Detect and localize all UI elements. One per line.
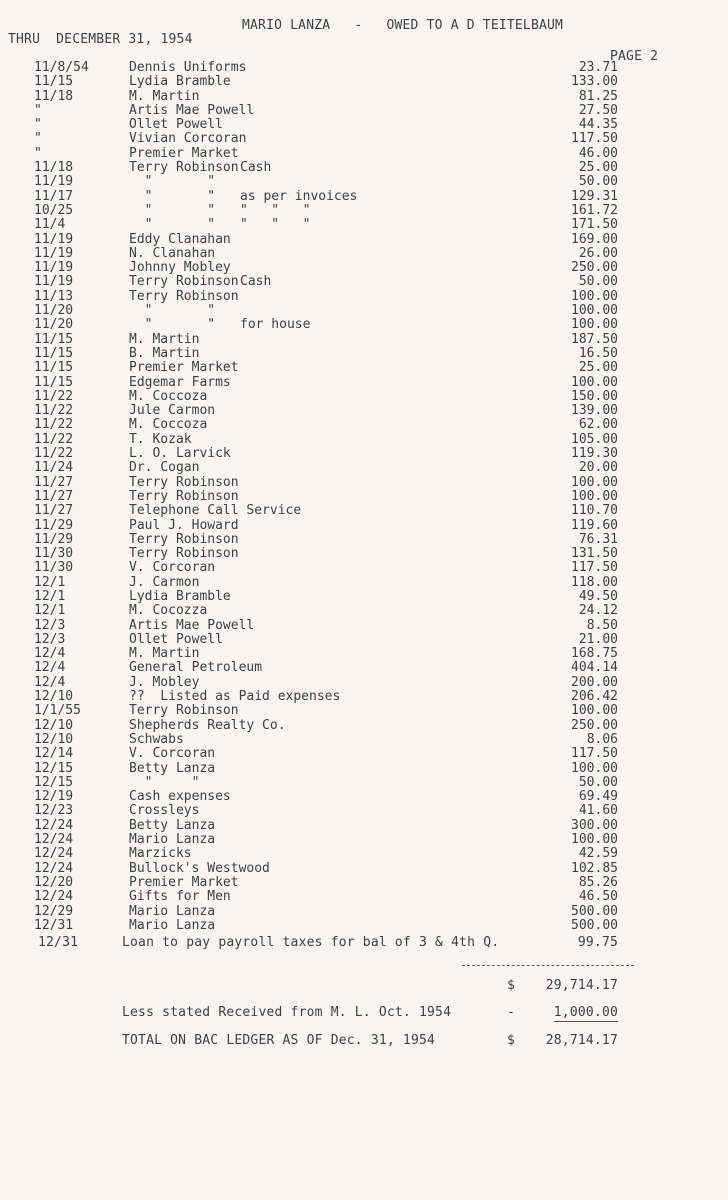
entry-date: 11/19: [34, 274, 74, 290]
entry-amount: 85.26: [578, 874, 618, 890]
entry-payee: Betty Lanza: [129, 760, 216, 776]
entry-amount: 500.00: [571, 903, 618, 919]
entry-amount: 250.00: [571, 717, 618, 733]
entry-amount: 300.00: [571, 817, 618, 833]
entry-date: 12/4: [34, 660, 66, 676]
ledger-row: [0, 747, 728, 761]
entry-amount: 100.00: [571, 374, 618, 390]
entry-amount: 69.49: [578, 789, 618, 805]
entry-payee: Terry Robinson: [129, 288, 239, 304]
entry-date: 11/22: [34, 403, 74, 419]
ledger-row: [0, 704, 728, 718]
ledger-row: [0, 61, 728, 75]
ledger-row: [0, 261, 728, 275]
entry-amount: 100.00: [571, 760, 618, 776]
entry-payee: Telephone Call Service: [129, 503, 302, 519]
entry-amount: 105.00: [571, 431, 618, 447]
entry-payee: Dennis Uniforms: [129, 60, 247, 75]
entry-payee: Terry Robinson: [129, 274, 239, 290]
ledger-row: [0, 890, 728, 904]
entry-amount: 131.50: [571, 546, 618, 562]
ledger-row: [0, 290, 728, 304]
entry-date: 11/19: [34, 260, 74, 276]
entry-payee: M. Martin: [129, 646, 200, 662]
entry-payee: Betty Lanza: [129, 817, 216, 833]
ledger-row: [0, 561, 728, 575]
entry-payee: Edgemar Farms: [129, 374, 231, 390]
entry-date: 12/1: [34, 603, 66, 619]
entry-date: 1/1/55: [34, 703, 81, 719]
entry-date: 12/4: [34, 646, 66, 662]
entry-payee: Johnny Mobley: [129, 260, 231, 276]
entry-date: 11/4: [34, 217, 66, 233]
entry-date: 11/19: [34, 174, 74, 190]
entry-amount: 23.71: [578, 60, 618, 75]
ledger-row: [0, 90, 728, 104]
ledger-row: [0, 247, 728, 261]
entry-payee: Bullock's Westwood: [129, 860, 270, 876]
total-symbol: $: [507, 1033, 516, 1048]
ledger-row: [0, 447, 728, 461]
entry-amount: 117.50: [571, 131, 618, 147]
entry-amount: 404.14: [571, 660, 618, 676]
entry-payee: Premier Market: [129, 360, 239, 376]
entry-payee: Mario Lanza: [129, 917, 216, 933]
entry-date: 12/29: [34, 903, 74, 919]
ledger-row: [0, 132, 728, 146]
subtotal-symbol: $: [507, 978, 516, 993]
entry-date: ": [34, 131, 42, 147]
entry-amount: 110.70: [571, 503, 618, 519]
ledger-row: [0, 490, 728, 504]
entry-date: 12/10: [34, 731, 74, 747]
entry-payee: Crossleys: [129, 803, 200, 819]
ledger-row: [0, 461, 728, 475]
ledger-row: [0, 204, 728, 218]
entry-amount: 49.50: [578, 588, 618, 604]
entry-payee: Schwabs: [129, 731, 184, 747]
entry-date: 11/19: [34, 231, 74, 247]
entry-amount: 100.00: [571, 303, 618, 319]
entry-amount: 119.30: [571, 446, 618, 462]
document-title: MARIO LANZA - OWED TO A D TEITELBAUM: [242, 18, 564, 33]
payroll-amount: 99.75: [577, 935, 618, 950]
entry-date: 12/24: [34, 889, 74, 905]
entry-amount: 16.50: [578, 345, 618, 361]
entry-date: 11/20: [34, 303, 74, 319]
ledger-row: [0, 433, 728, 447]
entry-date: 12/15: [34, 774, 74, 790]
ledger-row: [0, 233, 728, 247]
entry-date: 12/10: [34, 689, 74, 705]
entry-amount: 129.31: [571, 188, 618, 204]
entry-amount: 25.00: [578, 160, 618, 176]
total-amount: 28,714.17: [545, 1033, 618, 1048]
entry-payee: Artis Mae Powell: [129, 102, 255, 118]
ledger-row: [0, 676, 728, 690]
entry-payee: Premier Market: [129, 145, 239, 161]
entry-date: 12/20: [34, 874, 74, 890]
period-label: THRU DECEMBER 31, 1954: [8, 32, 193, 47]
entry-payee: J. Mobley: [129, 674, 200, 690]
entry-amount: 62.00: [578, 417, 618, 433]
entry-payee: Terry Robinson: [129, 488, 239, 504]
less-symbol: -: [507, 1005, 516, 1020]
entry-date: 11/17: [34, 188, 74, 204]
entry-date: 11/22: [34, 446, 74, 462]
entry-amount: 119.60: [571, 517, 618, 533]
entry-amount: 102.85: [571, 860, 618, 876]
entry-payee: " ": [129, 188, 216, 204]
entry-payee: Ollet Powell: [129, 117, 223, 133]
entry-payee: Jule Carmon: [129, 403, 216, 419]
ledger-row: [0, 304, 728, 318]
entry-payee: Gifts for Men: [129, 889, 231, 905]
entry-date: 11/13: [34, 288, 74, 304]
ledger-row: [0, 118, 728, 132]
entry-date: 12/1: [34, 588, 66, 604]
entry-date: 12/10: [34, 717, 74, 733]
ledger-row: [0, 190, 728, 204]
ledger-row: [0, 418, 728, 432]
entry-amount: 100.00: [571, 288, 618, 304]
ledger-row: [0, 733, 728, 747]
payroll-description: Loan to pay payroll taxes for bal of 3 & 4th Q.: [122, 935, 500, 950]
ledger-row: [0, 75, 728, 89]
entry-date: 11/30: [34, 546, 74, 562]
entry-payee: L. O. Larvick: [129, 446, 231, 462]
entry-date: 11/22: [34, 431, 74, 447]
ledger-row: [0, 790, 728, 804]
entry-date: 11/15: [34, 331, 74, 347]
entry-date: 11/27: [34, 488, 74, 504]
entry-amount: 168.75: [571, 646, 618, 662]
entry-date: 11/15: [34, 74, 74, 90]
entry-date: 11/20: [34, 317, 74, 333]
entry-date: 11/15: [34, 374, 74, 390]
entry-amount: 44.35: [578, 117, 618, 133]
subtotal-rule: [462, 965, 634, 966]
ledger-row: [0, 633, 728, 647]
entry-amount: 41.60: [578, 803, 618, 819]
total-label: TOTAL ON BAC LEDGER AS OF Dec. 31, 1954: [122, 1033, 436, 1048]
entry-note: " " ": [240, 202, 311, 218]
ledger-row: [0, 762, 728, 776]
entry-date: 12/3: [34, 617, 66, 633]
entry-date: 12/14: [34, 746, 74, 762]
entry-payee: " ": [129, 774, 200, 790]
ledger-row: [0, 905, 728, 919]
entry-payee: Vivian Corcoran: [129, 131, 247, 147]
entry-date: 12/4: [34, 674, 66, 690]
entry-payee: " ": [129, 303, 216, 319]
ledger-entries: [0, 61, 728, 933]
entry-date: 11/19: [34, 245, 74, 261]
ledger-row: [0, 333, 728, 347]
entry-note: Cash: [240, 274, 272, 290]
entry-payee: Terry Robinson: [129, 474, 239, 490]
entry-payee: " ": [129, 317, 216, 333]
ledger-row: [0, 104, 728, 118]
ledger-row: [0, 504, 728, 518]
entry-payee: V. Corcoran: [129, 560, 216, 576]
entry-payee: Cash expenses: [129, 789, 231, 805]
entry-date: 11/18: [34, 88, 74, 104]
entry-payee: Lydia Bramble: [129, 588, 231, 604]
entry-amount: 100.00: [571, 488, 618, 504]
ledger-row: [0, 619, 728, 633]
entry-date: 12/15: [34, 760, 74, 776]
entry-payee: M. Martin: [129, 331, 200, 347]
entry-payee: Terry Robinson: [129, 703, 239, 719]
ledger-row: [0, 347, 728, 361]
ledger-row: [0, 833, 728, 847]
ledger-row: [0, 876, 728, 890]
entry-payee: V. Corcoran: [129, 746, 216, 762]
entry-note: " " ": [240, 217, 311, 233]
entry-amount: 81.25: [578, 88, 618, 104]
entry-amount: 169.00: [571, 231, 618, 247]
entry-date: 12/23: [34, 803, 74, 819]
ledger-row: [0, 318, 728, 332]
entry-amount: 26.00: [578, 245, 618, 261]
entry-note: for house: [240, 317, 311, 333]
ledger-row: [0, 476, 728, 490]
less-amount: 1,000.00: [553, 1005, 618, 1020]
entry-date: 10/25: [34, 202, 74, 218]
ledger-row: [0, 661, 728, 675]
ledger-row: [0, 647, 728, 661]
entry-payee: Eddy Clanahan: [129, 231, 231, 247]
ledger-row: [0, 519, 728, 533]
entry-payee: Lydia Bramble: [129, 74, 231, 90]
entry-amount: 27.50: [578, 102, 618, 118]
entry-date: 11/15: [34, 360, 74, 376]
entry-payee: Artis Mae Powell: [129, 617, 255, 633]
entry-payee: Marzicks: [129, 846, 192, 862]
entry-amount: 24.12: [578, 603, 618, 619]
entry-amount: 76.31: [578, 531, 618, 547]
entry-payee: Ollet Powell: [129, 631, 223, 647]
entry-amount: 200.00: [571, 674, 618, 690]
entry-amount: 100.00: [571, 474, 618, 490]
entry-date: ": [34, 102, 42, 118]
entry-amount: 171.50: [571, 217, 618, 233]
entry-amount: 8.50: [586, 617, 618, 633]
subtotal-amount: 29,714.17: [545, 978, 618, 993]
entry-date: 11/30: [34, 560, 74, 576]
ledger-row: [0, 533, 728, 547]
ledger-row: [0, 590, 728, 604]
entry-payee: Shepherds Realty Co.: [129, 717, 286, 733]
ledger-row: [0, 218, 728, 232]
entry-payee: J. Carmon: [129, 574, 200, 590]
entry-amount: 117.50: [571, 560, 618, 576]
entry-amount: 46.50: [578, 889, 618, 905]
entry-amount: 133.00: [571, 74, 618, 90]
entry-amount: 20.00: [578, 460, 618, 476]
entry-date: 11/22: [34, 388, 74, 404]
entry-date: ": [34, 117, 42, 133]
entry-date: 12/3: [34, 631, 66, 647]
entry-date: 11/18: [34, 160, 74, 176]
ledger-row: [0, 404, 728, 418]
entry-date: 12/24: [34, 817, 74, 833]
payroll-date: 12/31: [38, 935, 79, 950]
entry-amount: 500.00: [571, 917, 618, 933]
entry-amount: 206.42: [571, 689, 618, 705]
ledger-row: [0, 147, 728, 161]
entry-date: 11/29: [34, 517, 74, 533]
entry-amount: 187.50: [571, 331, 618, 347]
entry-amount: 50.00: [578, 774, 618, 790]
entry-payee: Terry Robinson: [129, 160, 239, 176]
entry-amount: 250.00: [571, 260, 618, 276]
entry-payee: M. Martin: [129, 88, 200, 104]
entry-note: as per invoices: [240, 188, 358, 204]
entry-date: 12/19: [34, 789, 74, 805]
entry-payee: " ": [129, 202, 216, 218]
ledger-row: [0, 847, 728, 861]
less-received-label: Less stated Received from M. L. Oct. 1954: [122, 1005, 452, 1020]
ledger-row: [0, 390, 728, 404]
entry-amount: 50.00: [578, 274, 618, 290]
entry-amount: 25.00: [578, 360, 618, 376]
ledger-row: [0, 361, 728, 375]
entry-payee: General Petroleum: [129, 660, 263, 676]
entry-payee: N. Clanahan: [129, 245, 216, 261]
entry-amount: 46.00: [578, 145, 618, 161]
entry-date: 11/29: [34, 531, 74, 547]
entry-date: 11/15: [34, 345, 74, 361]
entry-payee: Dr. Cogan: [129, 460, 200, 476]
entry-date: 11/24: [34, 460, 74, 476]
entry-amount: 139.00: [571, 403, 618, 419]
entry-date: 12/24: [34, 832, 74, 848]
entry-payee: ?? Listed as Paid expenses: [129, 689, 341, 705]
ledger-row: [0, 376, 728, 390]
ledger-row: [0, 547, 728, 561]
entry-payee: " ": [129, 217, 216, 233]
entry-date: 11/22: [34, 417, 74, 433]
entry-amount: 8.06: [586, 731, 618, 747]
entry-date: ": [34, 145, 42, 161]
ledger-row: [0, 804, 728, 818]
entry-amount: 100.00: [571, 317, 618, 333]
ledger-row: [0, 275, 728, 289]
entry-payee: Terry Robinson: [129, 546, 239, 562]
entry-payee: B. Martin: [129, 345, 200, 361]
entry-payee: M. Coccoza: [129, 388, 208, 404]
ledger-row: [0, 819, 728, 833]
page-number: PAGE 2: [610, 49, 659, 64]
entry-payee: Paul J. Howard: [129, 517, 239, 533]
entry-date: 11/27: [34, 474, 74, 490]
entry-payee: Premier Market: [129, 874, 239, 890]
entry-amount: 100.00: [571, 832, 618, 848]
ledger-row: [0, 776, 728, 790]
entry-payee: Terry Robinson: [129, 531, 239, 547]
entry-date: 11/8/54: [34, 60, 89, 75]
entry-payee: M. Coccoza: [129, 417, 208, 433]
entry-amount: 42.59: [578, 846, 618, 862]
ledger-row: [0, 719, 728, 733]
entry-date: 12/1: [34, 574, 66, 590]
ledger-row: [0, 919, 728, 933]
ledger-row: [0, 576, 728, 590]
entry-date: 12/24: [34, 860, 74, 876]
ledger-row: [0, 862, 728, 876]
entry-amount: 118.00: [571, 574, 618, 590]
entry-amount: 150.00: [571, 388, 618, 404]
entry-date: 11/27: [34, 503, 74, 519]
entry-amount: 21.00: [578, 631, 618, 647]
ledger-row: [0, 690, 728, 704]
entry-date: 12/24: [34, 846, 74, 862]
entry-amount: 161.72: [571, 202, 618, 218]
ledger-row: [0, 175, 728, 189]
entry-amount: 117.50: [571, 746, 618, 762]
entry-amount: 100.00: [571, 703, 618, 719]
ledger-row: [0, 604, 728, 618]
entry-note: Cash: [240, 160, 272, 176]
entry-payee: Mario Lanza: [129, 903, 216, 919]
entry-payee: " ": [129, 174, 216, 190]
entry-payee: M. Cocozza: [129, 603, 208, 619]
entry-payee: Mario Lanza: [129, 832, 216, 848]
entry-date: 12/31: [34, 917, 74, 933]
entry-payee: T. Kozak: [129, 431, 192, 447]
ledger-row: [0, 161, 728, 175]
entry-amount: 50.00: [578, 174, 618, 190]
